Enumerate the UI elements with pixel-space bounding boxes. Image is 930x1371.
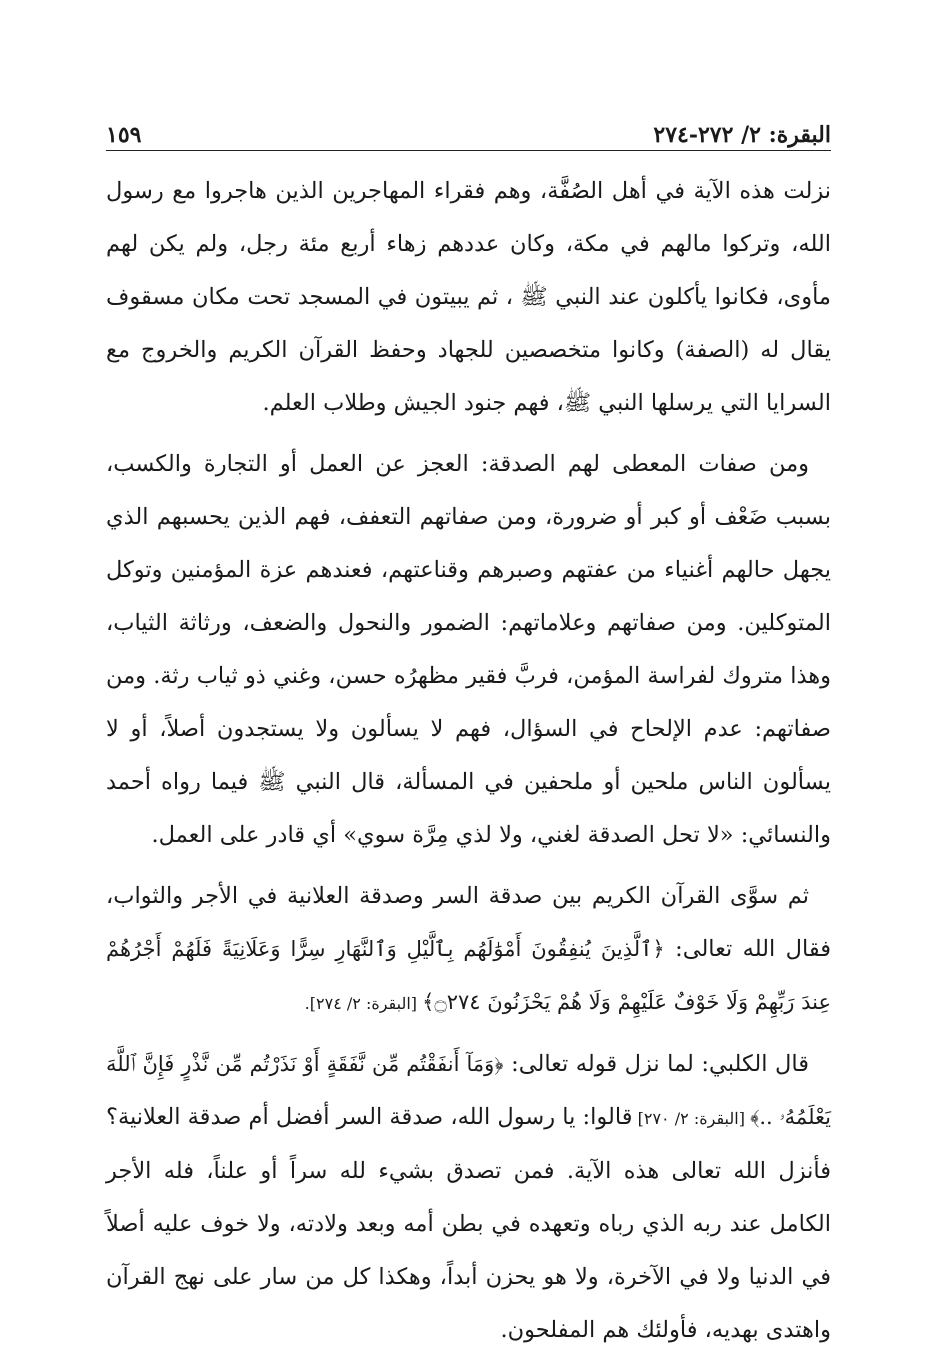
verse-reference: [البقرة: ٢/ ٢٧٤]. xyxy=(304,994,423,1013)
paragraph xyxy=(106,1038,831,1357)
paragraph xyxy=(106,438,831,862)
verse-reference: [البقرة: ٢/ ٢٧٠] xyxy=(632,1109,751,1128)
paragraph-text: ثم سوَّى القرآن الكريم بين صدقة السر وصدقة العلانية في الأجر والثواب، فقال الله تعالى: xyxy=(106,883,831,962)
chapter-reference: البقرة: ٢/ ٢٧٢-٢٧٤ xyxy=(653,122,831,148)
paragraph-text: قال الكلبي: لما نزل قوله تعالى: xyxy=(503,1051,809,1077)
running-header xyxy=(106,110,831,148)
paragraph xyxy=(106,870,831,1030)
paragraph-text: قالوا: يا رسول الله، صدقة السر أفضل أم صدقة العلانية؟ فأنزل الله تعالى هذه الآية. فمن تصدق بشيء لله سراً أو علناً، فله الأجر الكامل عند ربه الذي رباه وتعهده في بطن أمه وبعد ولادته، ولا خوف عليه أصلاً في الدنيا ولا في الآخرة، ولا هو يحزن أبداً، وهكذا كل من سار على نهج القرآن واهتدى بهديه، فأولئك هم المفلحون. xyxy=(106,1104,831,1343)
body-text xyxy=(106,165,831,1357)
paragraph-text: ومن صفات المعطى لهم الصدقة: العجز عن العمل أو التجارة والكسب، بسبب ضَعْف أو كبر أو ضرورة، ومن صفاتهم التعفف، فهم الذين يحسبهم الذي يجهل حالهم أغنياء من عفتهم وصبرهم وقناعتهم، فعندهم عزة المؤمنين وتوكل المتوكلين. ومن صفاتهم وعلاماتهم: الضمور والنحول والضعف، ورثاثة الثياب، وهذا متروك لفراسة المؤمن، فربَّ فقير مظهرُه حسن، وغني ذو ثياب رثة. ومن صفاتهم: عدم الإلحاح في السؤال، فهم لا يسألون ولا يستجدون أصلاً، أو لا يسألون الناس ملحين أو ملحفين في المسألة، قال النبي ﷺ فيما رواه أحمد والنسائي: «لا تحل الصدقة لغني، ولا لذي مِرَّة سوي» أي قادر على العمل. xyxy=(106,451,831,848)
paragraph xyxy=(106,165,831,430)
page-number: ١٥٩ xyxy=(106,122,142,148)
quran-verse: ﴿ٱلَّذِينَ يُنفِقُونَ أَمْوَٰلَهُم بِٱلَّيْلِ وَٱلنَّهَارِ سِرًّا وَعَلَانِيَةً فَلَهُمْ أَجْرُهُمْ عِندَ رَبِّهِمْ وَلَا خَوْفٌ عَلَيْهِمْ وَلَا هُمْ يَحْزَنُونَ ۝٢٧٤﴾ xyxy=(106,937,831,1014)
header-divider xyxy=(106,150,831,151)
quran-verse: ﴿وَمَآ أَنفَقْتُم مِّن نَّفَقَةٍ أَوْ نَذَرْتُم مِّن نَّذْرٍ فَإِنَّ ٱللَّهَ يَعْلَمُهُۥ ..﴾ xyxy=(106,1052,831,1129)
paragraph-text: نزلت هذه الآية في أهل الصُفَّة، وهم فقراء المهاجرين الذين هاجروا مع رسول الله، وتركوا مالهم في مكة، وكان عددهم زهاء أربع مئة رجل، ولم يكن لهم مأوى، فكانوا يأكلون عند النبي ﷺ ، ثم يبيتون في المسجد تحت مكان مسقوف يقال له (الصفة) وكانوا متخصصين للجهاد وحفظ القرآن الكريم والخروج مع السرايا التي يرسلها النبي ﷺ، فهم جنود الجيش وطلاب العلم. xyxy=(106,178,831,416)
book-page xyxy=(106,110,831,1365)
